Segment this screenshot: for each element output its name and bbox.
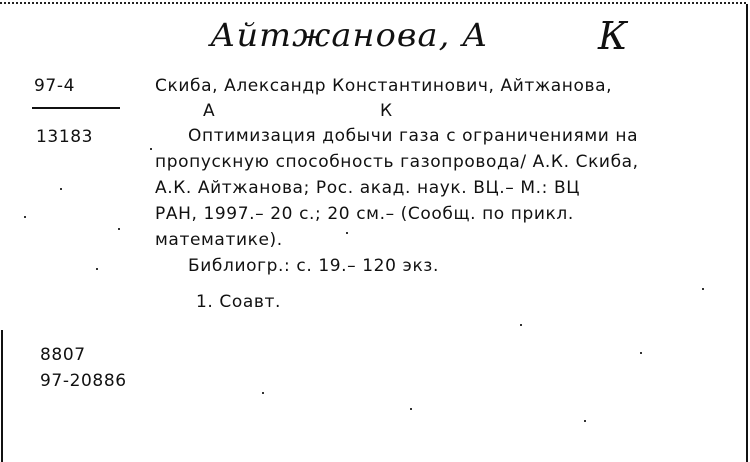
tracing-note: 1. Соавт. xyxy=(196,292,282,312)
scan-speck xyxy=(640,352,642,354)
author-initial-a: А xyxy=(203,101,216,121)
description-line-4: РАН, 1997.– 20 с.; 20 см.– (Сообщ. по прикл. xyxy=(155,204,574,224)
scan-speck xyxy=(118,228,120,230)
card-top-border xyxy=(0,2,746,4)
call-number: 13183 xyxy=(36,127,94,147)
description-line-2: пропускную способность газопровода/ А.К. Скиба, xyxy=(155,152,639,172)
handwritten-mark: К xyxy=(598,14,629,58)
description-line-5: математике). xyxy=(155,230,283,250)
inventory-number-2: 97-20886 xyxy=(40,371,127,391)
description-line-3: А.К. Айтжанова; Рос. акад. наук. ВЦ.– М.: ВЦ xyxy=(155,178,581,198)
scan-speck xyxy=(584,420,586,422)
author-initial-k: К xyxy=(380,101,393,121)
call-number-divider xyxy=(32,107,120,109)
scan-speck xyxy=(410,408,412,410)
scan-speck xyxy=(262,392,264,394)
authors-line: Скиба, Александр Константинович, Айтжанова, xyxy=(155,76,613,96)
scan-speck xyxy=(150,148,152,150)
handwritten-heading: Айтжанова, А xyxy=(210,16,489,54)
scan-speck xyxy=(96,268,98,270)
inventory-number-1: 8807 xyxy=(40,345,86,365)
scan-speck xyxy=(520,324,522,326)
scan-speck xyxy=(60,188,62,190)
scan-speck xyxy=(346,232,348,234)
card-right-border xyxy=(746,4,748,462)
description-line-1: Оптимизация добычи газа с ограничениями на xyxy=(188,126,639,146)
scan-speck xyxy=(24,216,26,218)
scan-speck xyxy=(702,288,704,290)
call-code: 97-4 xyxy=(34,76,75,96)
bibliography-note: Библиогр.: с. 19.– 120 экз. xyxy=(188,256,439,276)
card-left-border xyxy=(1,330,3,462)
